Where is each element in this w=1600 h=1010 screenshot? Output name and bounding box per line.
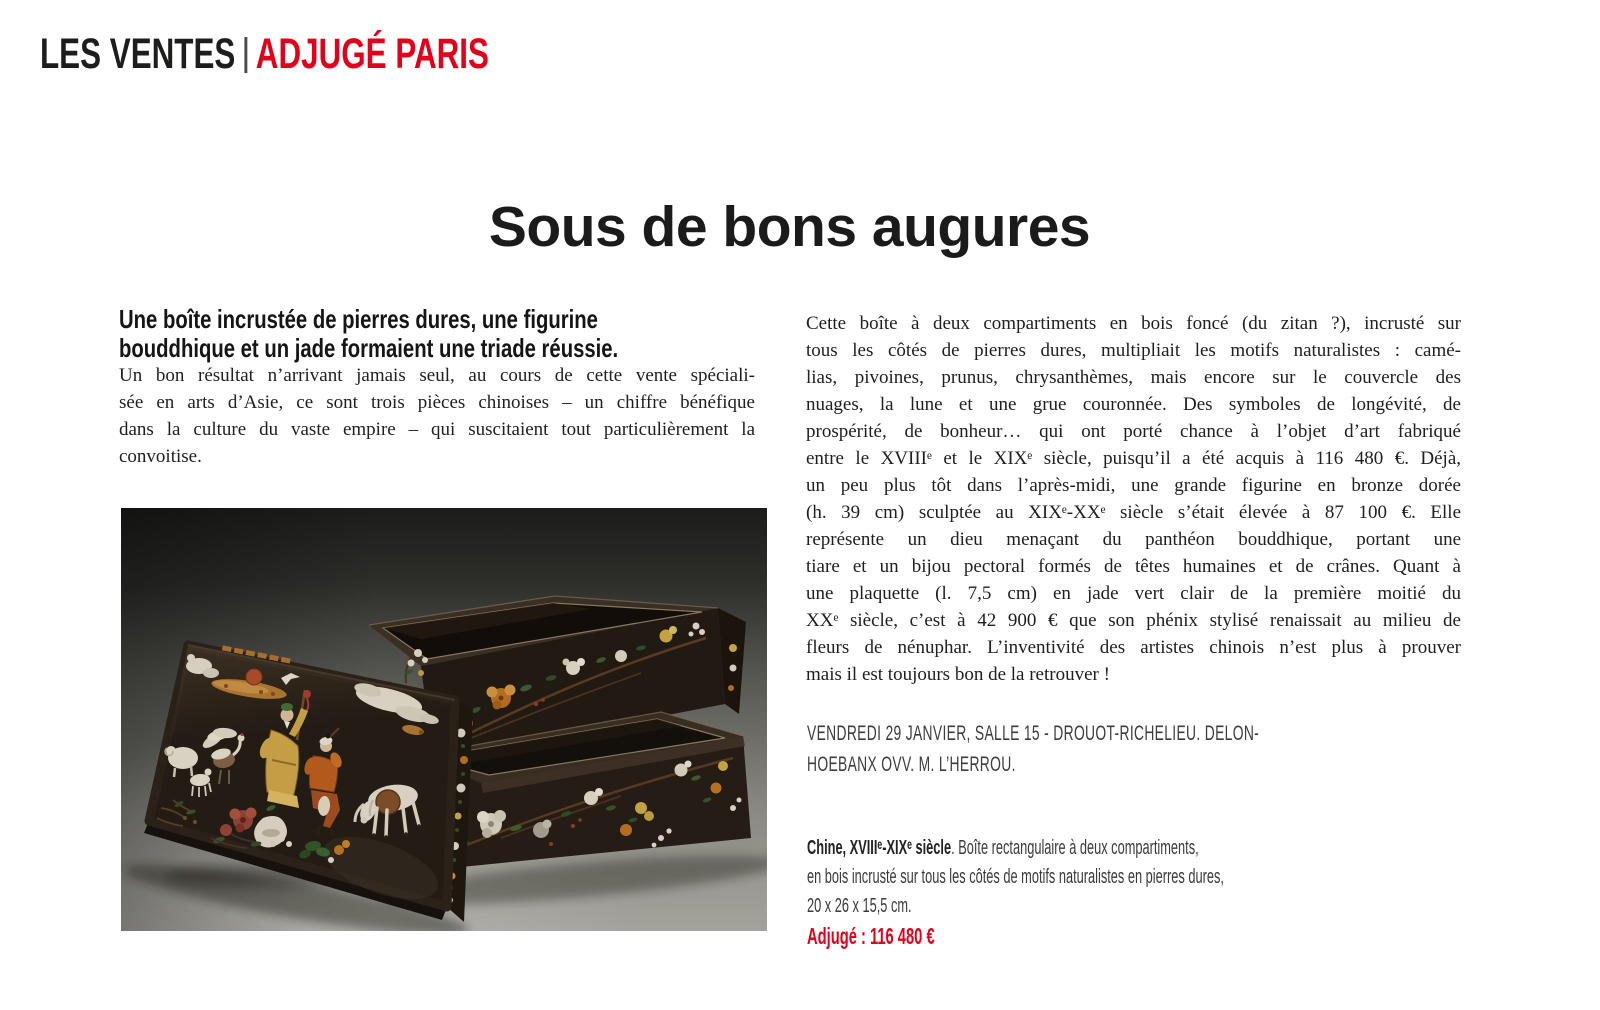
section-title: LES VENTES xyxy=(40,30,236,78)
body-line: XXᵉ siècle, c’est à 42 900 € que son phénix stylisé renaissait au milieu de xyxy=(806,610,1461,631)
caption-line: en bois incrusté sur tous les côtés de motifs naturalistes en pierres dures, xyxy=(807,866,1224,888)
article-body-left xyxy=(119,362,755,470)
body-line: convoitise. xyxy=(119,446,202,467)
body-line: dans la culture du vaste empire – qui suscitaient tout particulièrement la xyxy=(119,419,755,440)
body-line: une plaquette (l. 7,5 cm) en jade vert clair de la première moitié du xyxy=(806,583,1461,604)
edition-title: ADJUGÉ PARIS xyxy=(255,30,489,78)
body-line: prospérité, de bonheur… qui ont porté chance à l’objet d’art fabriqué xyxy=(806,421,1461,442)
body-line: entre le XVIIIᵉ et le XIXᵉ siècle, puisqu’il a été acquis à 116 480 €. Déjà, xyxy=(806,448,1461,469)
sale-info-line: VENDREDI 29 JANVIER, SALLE 15 - DROUOT-RICHELIEU. DELON- xyxy=(807,722,1260,745)
photo-canvas xyxy=(121,508,767,931)
sale-info-line: HOEBANX OVV. M. L’HERROU. xyxy=(807,752,1016,776)
hammer-price: Adjugé : 116 480 € xyxy=(807,923,935,949)
article-standfirst xyxy=(119,305,821,362)
body-line: tous les côtés de pierres dures, multipliait les motifs naturalistes : camé- xyxy=(806,340,1461,361)
body-line: sée en arts d’Asie, ce sont trois pièces chinoises – un chiffre bénéfique xyxy=(119,392,755,413)
lot-origin: Chine, XVIIIᵉ-XIXᵉ siècle xyxy=(807,837,952,859)
body-line: fleurs de nénuphar. L’inventivité des artistes chinois n’est plus à prouver xyxy=(806,637,1461,658)
body-line: lias, pivoines, prunus, chrysanthèmes, mais encore sur le couvercle des xyxy=(806,367,1461,388)
body-line: mais il est toujours bon de la retrouver ! xyxy=(806,664,1110,685)
article-title: Sous de bons augures xyxy=(488,195,1091,259)
section-header xyxy=(40,30,489,79)
standfirst-line: Une boîte incrustée de pierres dures, une figurine xyxy=(119,304,598,334)
lot-description-start: . Boîte rectangulaire à deux compartiments, xyxy=(951,837,1199,859)
standfirst-line: bouddhique et un jade formaient une triade réussie. xyxy=(119,332,619,363)
body-line: représente un dieu menaçant du panthéon bouddhique, portant une xyxy=(806,529,1461,550)
caption-line xyxy=(807,834,1575,863)
lot-caption xyxy=(807,834,1575,951)
article-body-right xyxy=(806,310,1461,688)
lot-dimensions: 20 x 26 x 15,5 cm. xyxy=(807,895,912,917)
auction-lot-photo xyxy=(121,508,767,931)
body-line: (h. 39 cm) sculptée au XIXᵉ-XXᵉ siècle s’était élevée à 87 100 €. Elle xyxy=(806,502,1461,523)
body-line: Cette boîte à deux compartiments en bois foncé (du zitan ?), incrusté sur xyxy=(806,313,1461,334)
body-line: un peu plus tôt dans l’après-midi, une grande figurine en bronze dorée xyxy=(806,475,1461,496)
body-line: Un bon résultat n’arrivant jamais seul, au cours de cette vente spéciali- xyxy=(119,365,755,386)
body-line: tiare et un bijou pectoral formés de têtes humaines et de crânes. Quant à xyxy=(806,556,1461,577)
sale-info xyxy=(807,719,1533,780)
body-line: nuages, la lune et une grue couronnée. Des symboles de longévité, de xyxy=(806,394,1461,415)
section-divider xyxy=(244,37,247,73)
